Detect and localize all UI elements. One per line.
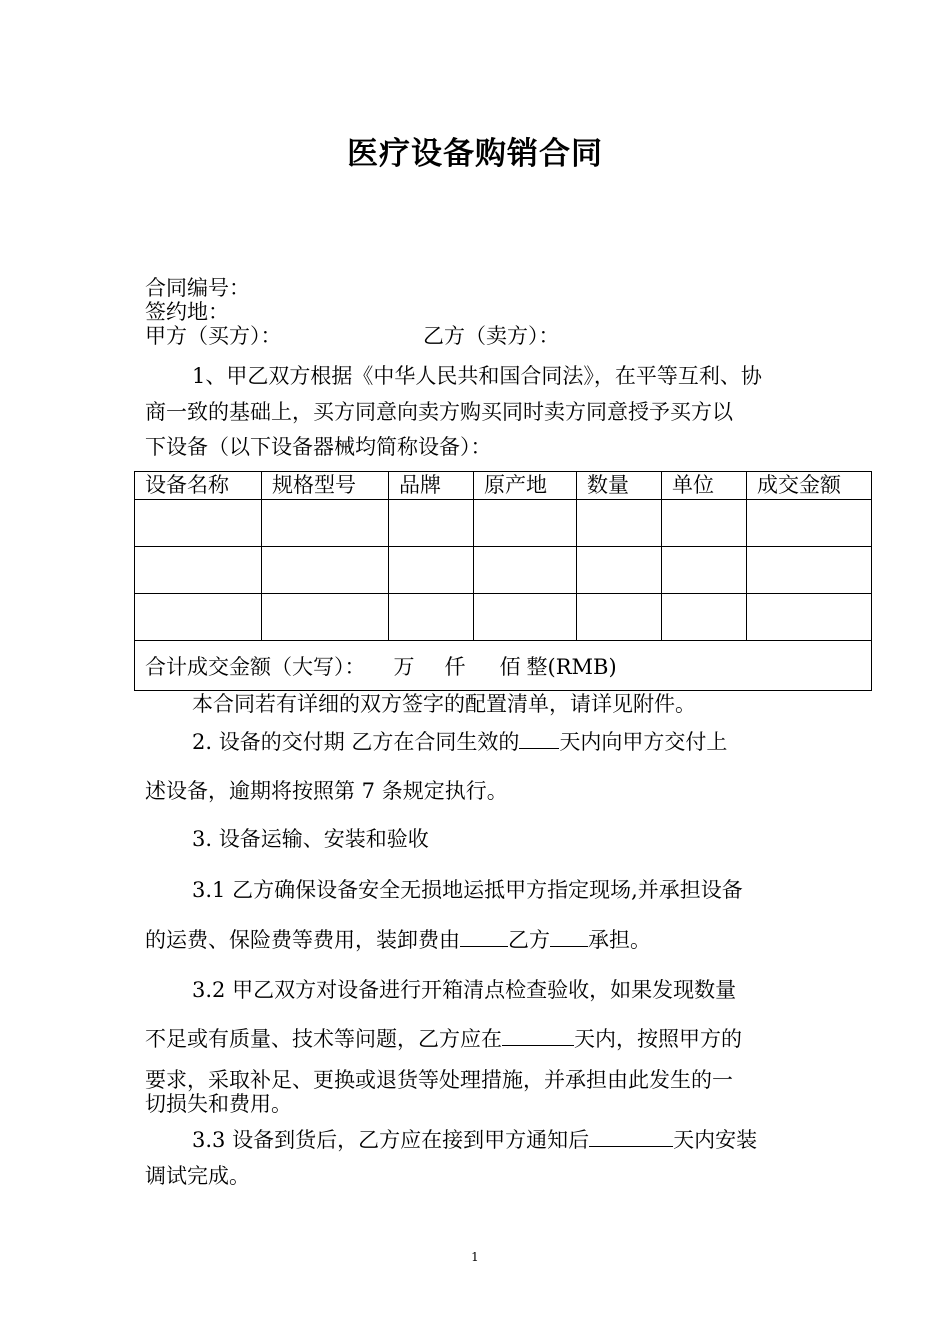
total-qian: 仟	[444, 654, 466, 679]
table-cell	[135, 594, 262, 641]
blank-field	[550, 928, 588, 947]
clause-1-line-3: 下设备（以下设备器械均简称设备）：	[145, 435, 492, 459]
total-wan: 万	[393, 654, 415, 679]
table-cell	[747, 547, 872, 594]
clause-3-title: 3. 设备运输、安装和验收	[192, 827, 429, 851]
total-amount-cell	[135, 641, 872, 691]
page-number: 1	[471, 1250, 479, 1264]
table-cell	[262, 594, 389, 641]
header-cell: 规格型号	[262, 472, 389, 500]
clause-1-line-2: 商一致的基础上，买方同意向卖方购买同时卖方同意授予买方以	[145, 400, 733, 424]
table-cell	[262, 547, 389, 594]
table-cell	[577, 500, 662, 547]
clause-3-2-line-2: 不足或有质量、技术等问题，乙方应在 天内，按照甲方的	[145, 1027, 742, 1051]
clause-1-line-1: 1、甲乙双方根据《中华人民共和国合同法》，在平等互利、协	[192, 364, 762, 388]
header-cell: 数量	[577, 472, 662, 500]
total-amount-label: 合计成交金额（大写）：	[145, 654, 366, 679]
header-cell: 单位	[662, 472, 747, 500]
sign-place-label: 签约地：	[145, 300, 229, 324]
table-cell	[389, 594, 474, 641]
clause-2-line-1: 2. 设备的交付期 乙方在合同生效的 天内向甲方交付上	[192, 730, 728, 754]
table-cell	[262, 500, 389, 547]
header-cell: 成交金额	[747, 472, 872, 500]
table-cell	[747, 500, 872, 547]
blank-field	[502, 1027, 574, 1046]
table-row	[135, 594, 872, 641]
clause-3-1-line-1: 3.1 乙方确保设备安全无损地运抵甲方指定现场,并承担设备	[192, 878, 743, 902]
blank-field	[589, 1128, 673, 1147]
header-cell: 原产地	[474, 472, 577, 500]
contract-number-label: 合同编号：	[145, 276, 250, 300]
table-cell	[577, 547, 662, 594]
table-total-row	[135, 641, 872, 691]
clause-3-2-line-4: 切损失和费用。	[145, 1092, 292, 1116]
table-row	[135, 500, 872, 547]
header-cell: 品牌	[389, 472, 474, 500]
attachment-note: 本合同若有详细的双方签字的配置清单，请详见附件。	[192, 692, 696, 716]
table-cell	[662, 500, 747, 547]
table-cell	[662, 547, 747, 594]
table-cell	[389, 500, 474, 547]
total-zheng: 整(RMB)	[526, 654, 617, 679]
table-row	[135, 547, 872, 594]
clause-3-3-line-1: 3.3 设备到货后，乙方应在接到甲方通知后 天内安装	[192, 1128, 758, 1152]
total-bai: 佰	[499, 654, 521, 679]
table-cell	[747, 594, 872, 641]
table-cell	[135, 500, 262, 547]
table-cell	[135, 547, 262, 594]
table-cell	[389, 547, 474, 594]
equipment-table	[134, 471, 872, 691]
clause-3-3-line-2: 调试完成。	[145, 1164, 250, 1188]
party-a-label: 甲方（买方）：	[145, 324, 282, 348]
table-header-row	[135, 472, 872, 500]
header-cell: 设备名称	[135, 472, 262, 500]
clause-3-2-line-1: 3.2 甲乙双方对设备进行开箱清点检查验收，如果发现数量	[192, 978, 737, 1002]
table-cell	[474, 500, 577, 547]
blank-field	[460, 928, 508, 947]
table-cell	[662, 594, 747, 641]
table-cell	[577, 594, 662, 641]
clause-3-2-line-3: 要求，采取补足、更换或退货等处理措施，并承担由此发生的一	[145, 1068, 733, 1092]
blank-field	[519, 730, 559, 749]
clause-3-1-line-2: 的运费、保险费等费用，装卸费由 乙方 承担。	[145, 928, 651, 952]
document-title: 医疗设备购销合同	[347, 136, 603, 172]
table-cell	[474, 594, 577, 641]
party-b-label: 乙方（卖方）：	[423, 324, 560, 348]
table-cell	[474, 547, 577, 594]
clause-2-line-2: 述设备，逾期将按照第 7 条规定执行。	[145, 779, 508, 803]
